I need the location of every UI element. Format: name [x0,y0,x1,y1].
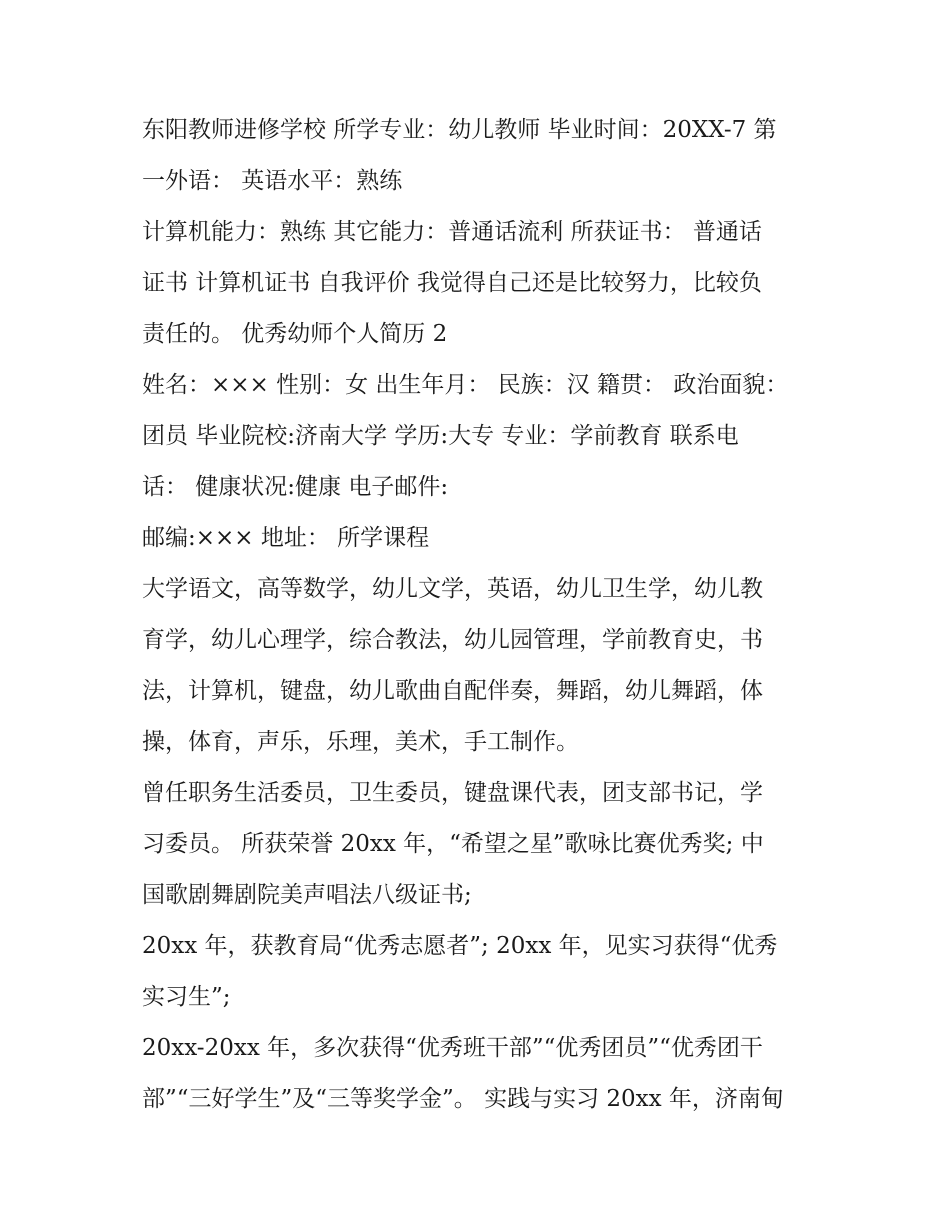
text-line-7: 团员 毕业院校:济南大学 学历:大专 专业：学前教育 联系电 [142,423,739,449]
text-line-17: 20xx 年，获教育局“优秀志愿者”; 20xx 年，见实习获得“优秀 [142,933,778,959]
text-line-14: 曾任职务生活委员，卫生委员，键盘课代表，团支部书记，学 [142,780,763,806]
text-line-15: 习委员。 所获荣誉 20xx 年，“希望之星”歌咏比赛优秀奖; 中 [142,831,764,857]
text-line-4: 证书 计算机证书 自我评价 我觉得自己还是比较努力，比较负 [142,270,762,296]
text-line-8: 话： 健康状况:健康 电子邮件: [142,474,449,500]
text-line-19: 20xx-20xx 年，多次获得“优秀班干部”“优秀团员”“优秀团干 [142,1035,763,1061]
text-line-12: 法，计算机，键盘，幼儿歌曲自配伴奏，舞蹈，幼儿舞蹈，体 [142,678,763,704]
text-line-10: 大学语文，高等数学，幼儿文学，英语，幼儿卫生学，幼儿教 [142,576,763,602]
text-line-6: 姓名：××× 性别：女 出生年月： 民族：汉 籍贯： 政治面貌： [142,372,789,398]
text-line-2: 一外语： 英语水平：熟练 [142,168,403,194]
text-line-3: 计算机能力：熟练 其它能力：普通话流利 所获证书： 普通话 [142,219,762,245]
document-body [142,112,832,1117]
text-line-16: 国歌剧舞剧院美声唱法八级证书; [142,882,472,908]
text-line-5: 责任的。 优秀幼师个人简历 2 [142,321,448,347]
text-line-9: 邮编:××× 地址： 所学课程 [142,525,430,551]
text-line-18: 实习生”; [142,984,231,1010]
text-line-11: 育学，幼儿心理学，综合教法，幼儿园管理，学前教育史，书 [142,627,763,653]
text-line-13: 操，体育，声乐，乐理，美术，手工制作。 [142,729,579,755]
text-line-1: 东阳教师进修学校 所学专业：幼儿教师 毕业时间：20XX-7 第 [142,117,777,143]
text-line-20: 部”“三好学生”及“三等奖学金”。 实践与实习 20xx 年，济南甸 [142,1086,784,1112]
